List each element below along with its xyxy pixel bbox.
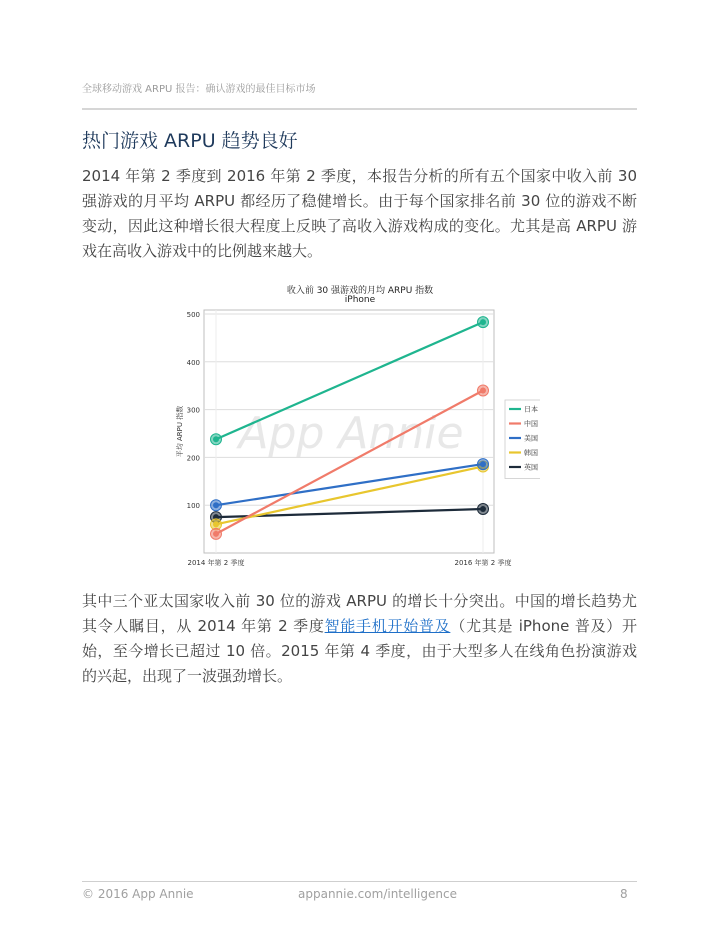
paragraph-2-text-after: （尤其是 iPhone 普及）开始，至今增长已超过 10 倍。2015 年第 4 季度，由于大型多人在线角色扮演游戏的兴起，出现了一波强劲增长。 [82, 617, 638, 685]
section-title: 热门游戏 ARPU 趋势良好 [82, 130, 298, 152]
data-point-core [213, 521, 219, 527]
smartphone-adoption-link[interactable]: 智能手机开始普及 [324, 617, 451, 635]
legend-label: 韩国 [524, 449, 538, 457]
data-point-core [480, 506, 486, 512]
watermark-text: App Annie [238, 408, 464, 459]
chart-title: 收入前 30 强游戏的月均 ARPU 指数 [286, 286, 434, 296]
paragraph-2 [82, 589, 637, 689]
x-tick-label: 2016 年第 2 季度 [454, 559, 512, 567]
data-point-core [480, 461, 486, 467]
footer-divider [82, 881, 637, 882]
data-point-core [480, 319, 486, 325]
y-tick-label: 400 [186, 358, 200, 367]
page-number: 8 [620, 887, 628, 901]
x-tick-label: 2014 年第 2 季度 [187, 559, 245, 567]
running-header: 全球移动游戏 ARPU 报告：确认游戏的最佳目标市场 [82, 84, 316, 95]
y-tick-label: 300 [186, 406, 200, 415]
data-point-core [213, 436, 219, 442]
y-tick-label: 100 [186, 502, 200, 511]
y-axis-label: 平均 ARPU 指数 [176, 405, 184, 458]
data-point-core [213, 502, 219, 508]
paragraph-2-text-before: 其中三个亚太国家收入前 30 位的游戏 ARPU 的增长十分突出。中国的增长趋势尤其令人瞩目，从 2014 年第 2 季度 [82, 592, 637, 635]
data-point-core [213, 531, 219, 537]
chart-subtitle: iPhone [344, 295, 376, 305]
legend-label: 中国 [524, 420, 538, 428]
data-point-core [480, 387, 486, 393]
footer-copyright: © 2016 App Annie [82, 887, 194, 901]
arpu-line-chart [170, 300, 540, 575]
header-divider [82, 108, 637, 110]
legend-label: 日本 [524, 405, 538, 414]
legend-label: 美国 [524, 434, 538, 443]
footer-website[interactable]: appannie.com/intelligence [298, 887, 457, 901]
paragraph-1: 2014 年第 2 季度到 2016 年第 2 季度，本报告分析的所有五个国家中收入前 30 强游戏的月平均 ARPU 都经历了稳健增长。由于每个国家排名前 30 位的游戏不断变动，因此这种增长很大程度上反映了高收入游戏构成的变化。尤其是高 ARPU 游戏在高收入游戏中的比例越来越大。 [82, 167, 637, 260]
y-tick-label: 500 [186, 311, 200, 319]
y-tick-label: 200 [186, 454, 200, 463]
legend-label: 英国 [524, 463, 538, 472]
